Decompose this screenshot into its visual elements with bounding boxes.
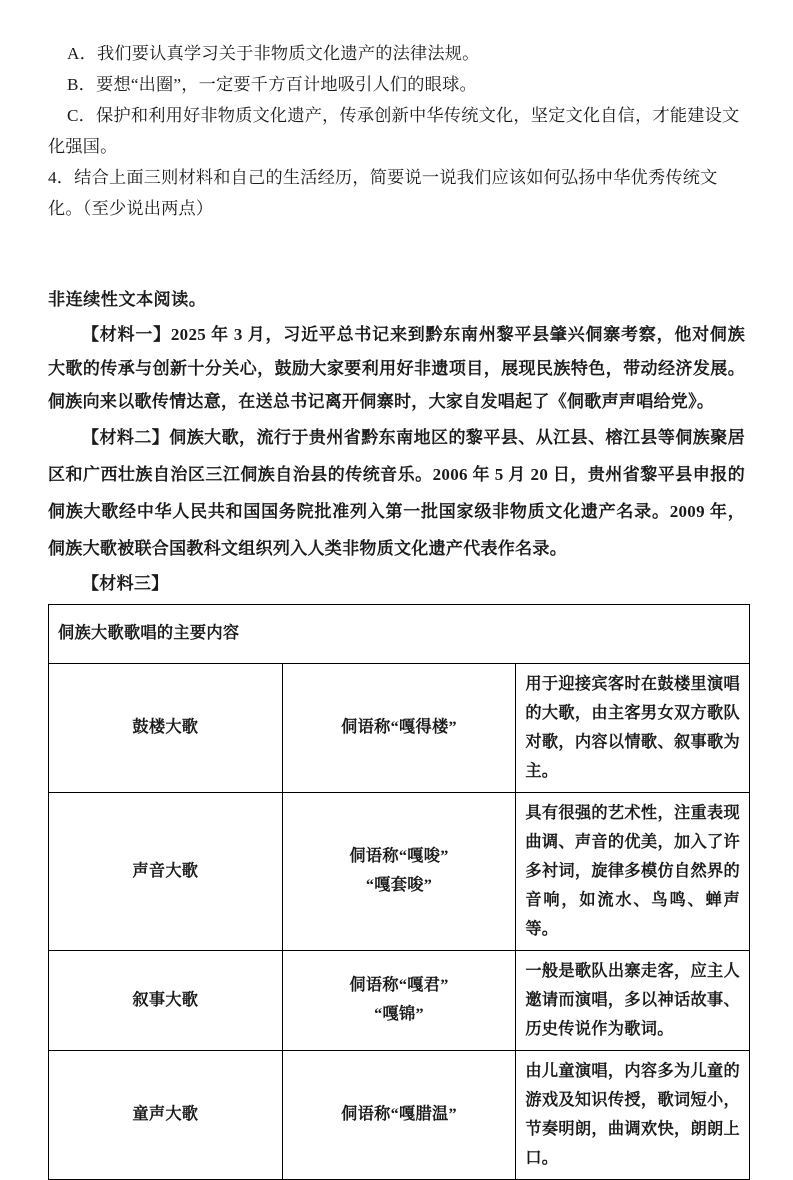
page-title: 非连续性文本阅读。 xyxy=(48,290,207,309)
table-row xyxy=(49,1050,750,1179)
material-three-label: 【材料三】 xyxy=(82,573,169,593)
question-4: 4．结合上面三则材料和自己的生活经历，简要说一说我们应该如何弘扬中华优秀传统文化。（至少说出两点） xyxy=(48,168,718,218)
option-a-text: A．我们要认真学习关于非物质文化遗产的法律法规。 xyxy=(67,44,480,63)
row-desc-cell: 由儿童演唱，内容多为儿童的游戏及知识传授，歌词短小，节奏明朗，曲调欢快，朗朗上口。 xyxy=(516,1050,750,1179)
row-desc-cell: 用于迎接宾客时在鼓楼里演唱的大歌，由主客男女双方歌队对歌，内容以情歌、叙事歌为主。 xyxy=(516,663,750,792)
row-alias-cell xyxy=(282,950,516,1050)
row-desc-cell: 一般是歌队出寨走客，应主人邀请而演唱，多以神话故事、历史传说作为歌词。 xyxy=(516,950,750,1050)
alias-line-1: 侗语称“嘎君” xyxy=(349,976,449,994)
row-alias-cell xyxy=(282,663,516,792)
option-c-text: C．保护和利用好非物质文化遗产，传承创新中华传统文化，坚定文化自信，才能建设文化强国。 xyxy=(48,106,740,156)
option-a xyxy=(48,38,745,69)
option-b xyxy=(48,69,745,100)
option-c xyxy=(48,100,745,162)
table-row xyxy=(49,792,750,950)
table-body xyxy=(49,604,750,1179)
table-header-row xyxy=(49,604,750,663)
table-row xyxy=(49,663,750,792)
row-alias-cell xyxy=(282,1050,516,1179)
vertical-spacer xyxy=(48,224,745,286)
table-header-cell: 侗族大歌歌唱的主要内容 xyxy=(49,604,750,663)
row-name-cell: 叙事大歌 xyxy=(49,950,283,1050)
option-b-text: B．要想“出圈”，一定要千方百计地吸引人们的眼球。 xyxy=(67,75,477,94)
row-name-cell: 声音大歌 xyxy=(49,792,283,950)
table-row xyxy=(49,950,750,1050)
material-one: 【材料一】2025 年 3 月，习近平总书记来到黔东南州黎平县肇兴侗寨考察，他对侗族大歌的传承与创新十分关心，鼓励大家要利用好非遗项目，展现民族特色，带动经济发展。侗族向来以歌传情达意，在送总书记离开侗寨时，大家自发唱起了《侗歌声声唱给党》。 xyxy=(48,325,745,411)
alias-line-2: “嘎套唆” xyxy=(365,876,433,894)
alias-line-1: 侗语称“嘎得楼” xyxy=(341,718,457,736)
row-name-cell: 鼓楼大歌 xyxy=(49,663,283,792)
alias-line-1: 侗语称“嘎唆” xyxy=(349,847,449,865)
answer-options-list xyxy=(48,38,745,162)
row-name-cell: 童声大歌 xyxy=(49,1050,283,1179)
material-two: 【材料二】侗族大歌，流行于贵州省黔东南地区的黎平县、从江县、榕江县等侗族聚居区和广西壮族自治区三江侗族自治县的传统音乐。2006 年 5 月 20 日，贵州省黎平县申报的侗族大歌经中华人民共和国国务院批准列入第一批国家级非物质文化遗产名录。2009 年，侗族大歌被联合国教科文组织列入人类非物质文化遗产代表作名录。 xyxy=(48,427,745,558)
row-alias-cell xyxy=(282,792,516,950)
table-container xyxy=(48,604,745,1180)
alias-line-1: 侗语称“嘎腊温” xyxy=(341,1105,457,1123)
row-desc-cell: 具有很强的艺术性，注重表现曲调、声音的优美，加入了许多衬词，旋律多模仿自然界的音响，如流水、鸟鸣、蝉声等。 xyxy=(516,792,750,950)
song-types-table xyxy=(48,604,750,1180)
alias-line-2: “嘎锦” xyxy=(374,1005,424,1023)
